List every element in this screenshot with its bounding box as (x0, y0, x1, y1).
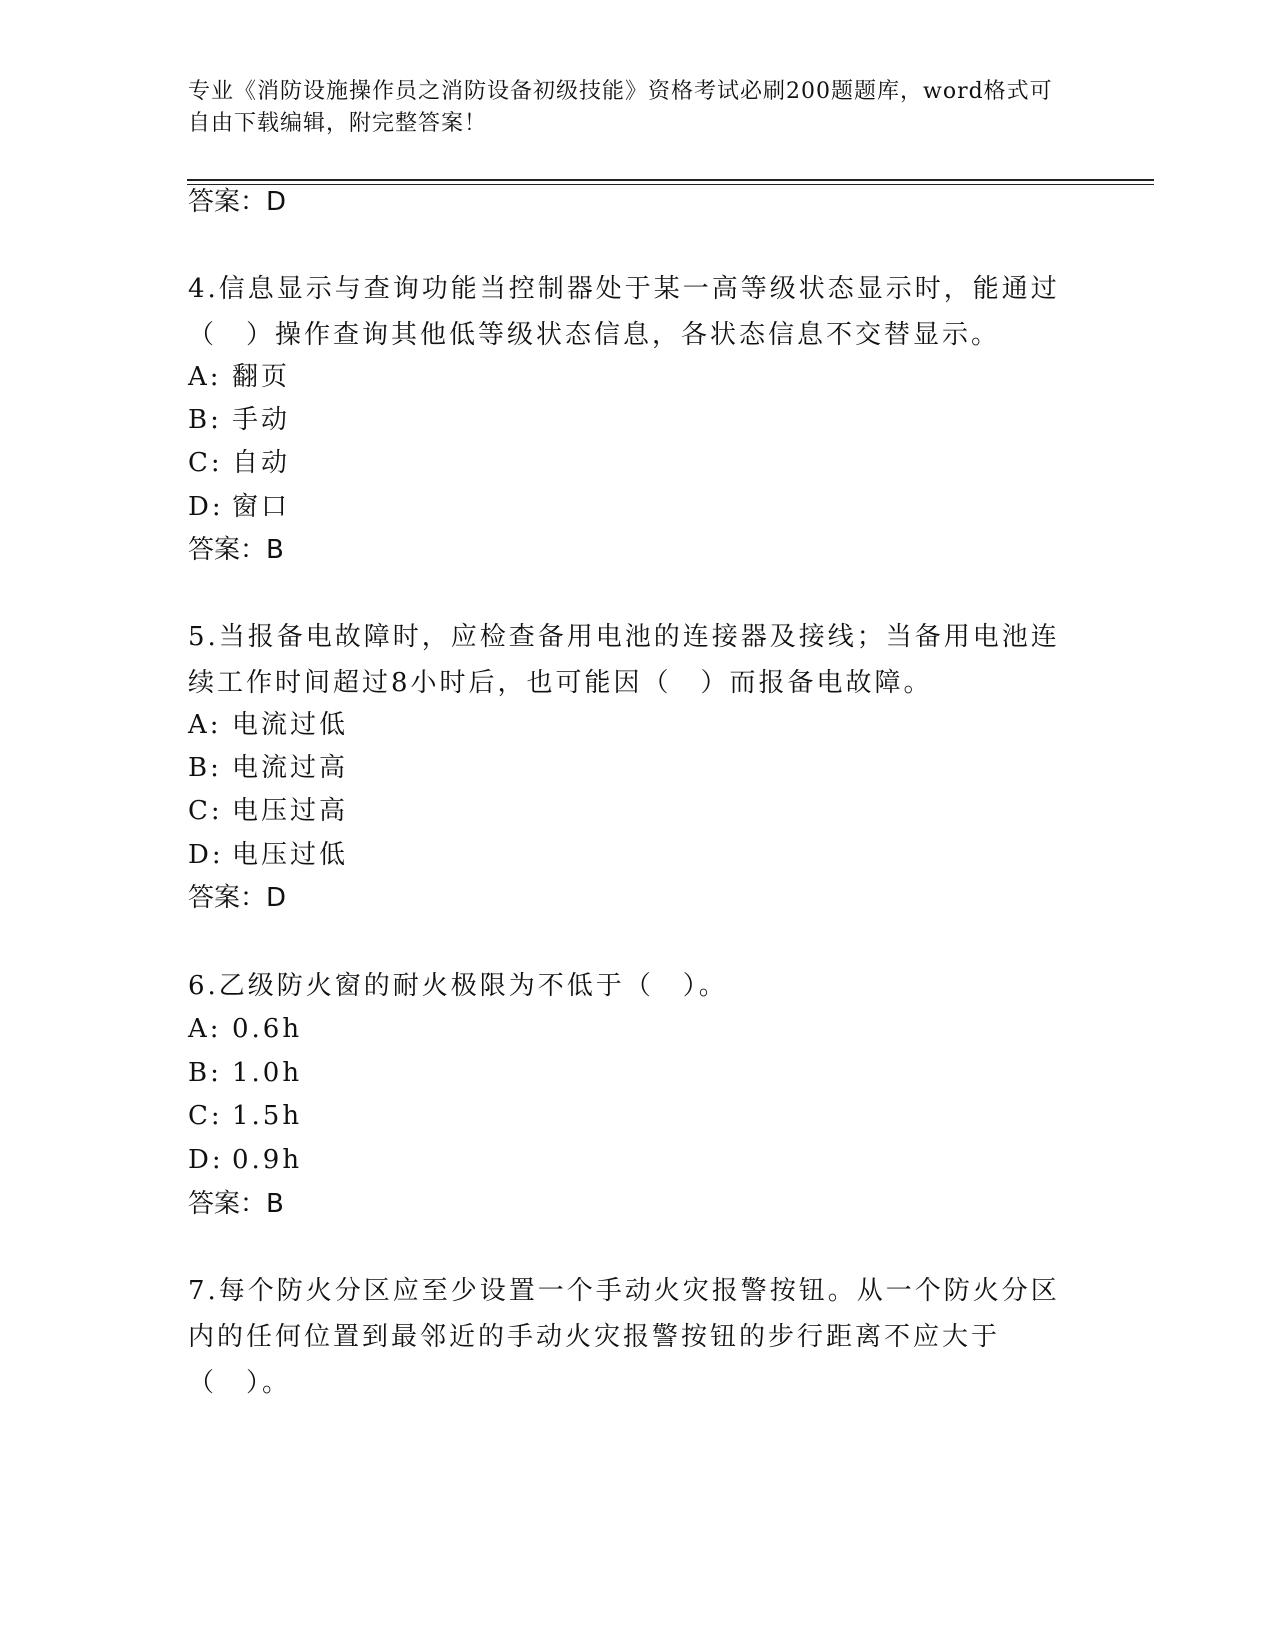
option-text: 1.0h (232, 1058, 303, 1088)
answer-q5: 答案：D (188, 883, 287, 913)
question-6-option-c (188, 1098, 302, 1134)
question-4-option-a (188, 359, 290, 395)
option-letter: A: (188, 710, 222, 740)
question-5-option-a (188, 707, 348, 743)
question-6-stem: 6.乙级防火窗的耐火极限为不低于（ ）。 (188, 971, 728, 1001)
option-text: 窗口 (232, 492, 291, 522)
answer-q6: 答案：B (188, 1189, 284, 1219)
option-letter: D: (188, 492, 224, 522)
option-text: 0.6h (232, 1014, 303, 1044)
option-text: 电压过高 (232, 796, 349, 826)
question-4-option-d (188, 489, 290, 525)
question-6-option-d (188, 1142, 302, 1178)
option-text: 电压过低 (232, 840, 349, 870)
answer-q4: 答案：B (188, 535, 284, 565)
option-letter: B: (188, 1058, 222, 1088)
option-text: 翻页 (232, 362, 291, 392)
header-rule-thick (187, 179, 1154, 181)
question-4-stem: 4.信息显示与查询功能当控制器处于某一高等级状态显示时，能通过（ ）操作查询其他低等级状态信息，各状态信息不交替显示。 (188, 274, 1060, 350)
question-7-stem: 7.每个防火分区应至少设置一个手动火灾报警按钮。从一个防火分区内的任何位置到最邻近的手动火灾报警按钮的步行距离不应大于（ ）。 (188, 1276, 1060, 1398)
option-letter: B: (188, 753, 222, 783)
option-letter: D: (188, 840, 224, 870)
question-6-option-b (188, 1055, 302, 1091)
option-text: 电流过高 (232, 753, 349, 783)
option-letter: C: (188, 1101, 223, 1131)
option-letter: C: (188, 448, 223, 478)
option-text: 自动 (232, 448, 291, 478)
question-5-option-c (188, 793, 348, 829)
option-text: 电流过低 (232, 710, 349, 740)
document-header: 专业《消防设施操作员之消防设备初级技能》资格考试必刷200题题库，word格式可自由下载编辑，附完整答案！ (188, 79, 1053, 136)
question-4-option-b (188, 402, 290, 438)
option-letter: D: (188, 1145, 224, 1175)
option-letter: A: (188, 362, 222, 392)
option-text: 1.5h (232, 1101, 303, 1131)
header-rule-thin (187, 184, 1154, 185)
option-letter: B: (188, 405, 222, 435)
answer-q3: 答案：D (188, 187, 287, 217)
question-5-option-d (188, 837, 348, 873)
option-letter: A: (188, 1014, 222, 1044)
question-5-stem: 5.当报备电故障时，应检查备用电池的连接器及接线；当备用电池连续工作时间超过8小时后，也可能因（ ）而报备电故障。 (188, 622, 1060, 698)
question-4-option-c (188, 445, 290, 481)
question-5-option-b (188, 750, 348, 786)
option-text: 0.9h (232, 1145, 303, 1175)
option-text: 手动 (232, 405, 291, 435)
question-6-option-a (188, 1011, 302, 1047)
option-letter: C: (188, 796, 223, 826)
